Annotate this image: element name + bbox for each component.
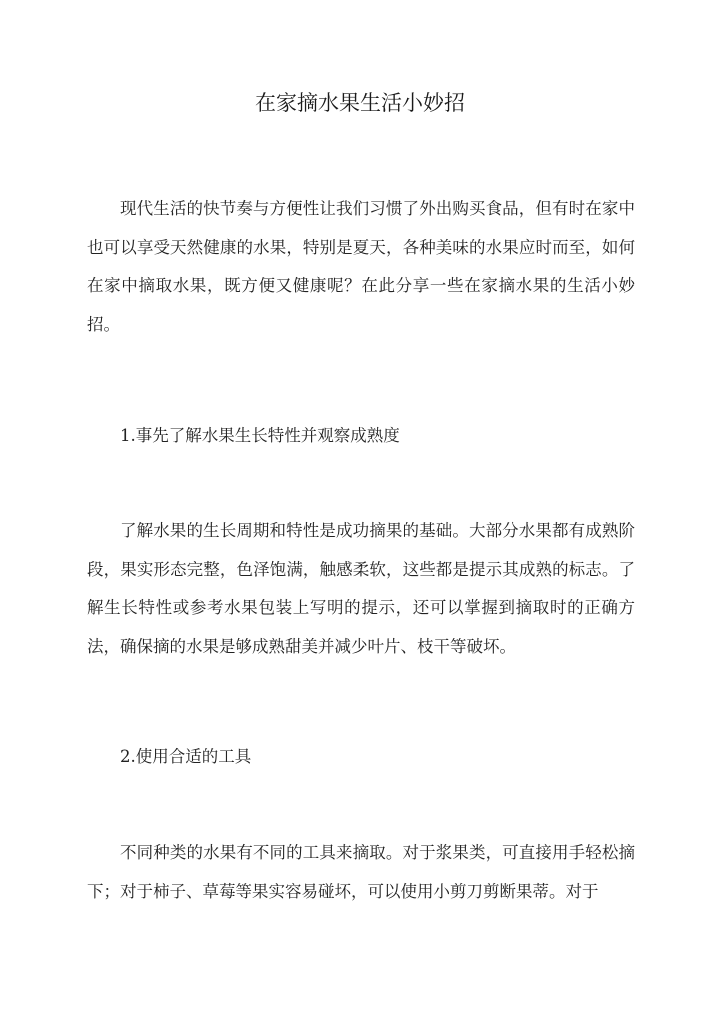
intro-paragraph: 现代生活的快节奏与方便性让我们习惯了外出购买食品，但有时在家中也可以享受天然健康的水果，特别是夏天，各种美味的水果应时而至，如何在家中摘取水果，既方便又健康呢？在此分享一些在家摘水果的生活小妙招。 xyxy=(87,199,635,334)
page-title: 在家摘水果生活小妙招 xyxy=(255,91,465,115)
section-paragraph-2: 不同种类的水果有不同的工具来摘取。对于浆果类，可直接用手轻松摘下；对于柿子、草莓等果实容易碰坏，可以使用小剪刀剪断果蒂。对于 xyxy=(87,843,635,901)
section-paragraph-1: 了解水果的生长周期和特性是成功摘果的基础。大部分水果都有成熟阶段，果实形态完整，色泽饱满，触感柔软，这些都是提示其成熟的标志。了解生长特性或参考水果包装上写明的提示，还可以掌握到摘取时的正确方法，确保摘的水果是够成熟甜美并减少叶片、枝干等破坏。 xyxy=(87,521,635,656)
section-heading-2: 2.使用合适的工具 xyxy=(120,747,252,766)
section-heading-1: 1.事先了解水果生长特性并观察成熟度 xyxy=(120,426,400,445)
